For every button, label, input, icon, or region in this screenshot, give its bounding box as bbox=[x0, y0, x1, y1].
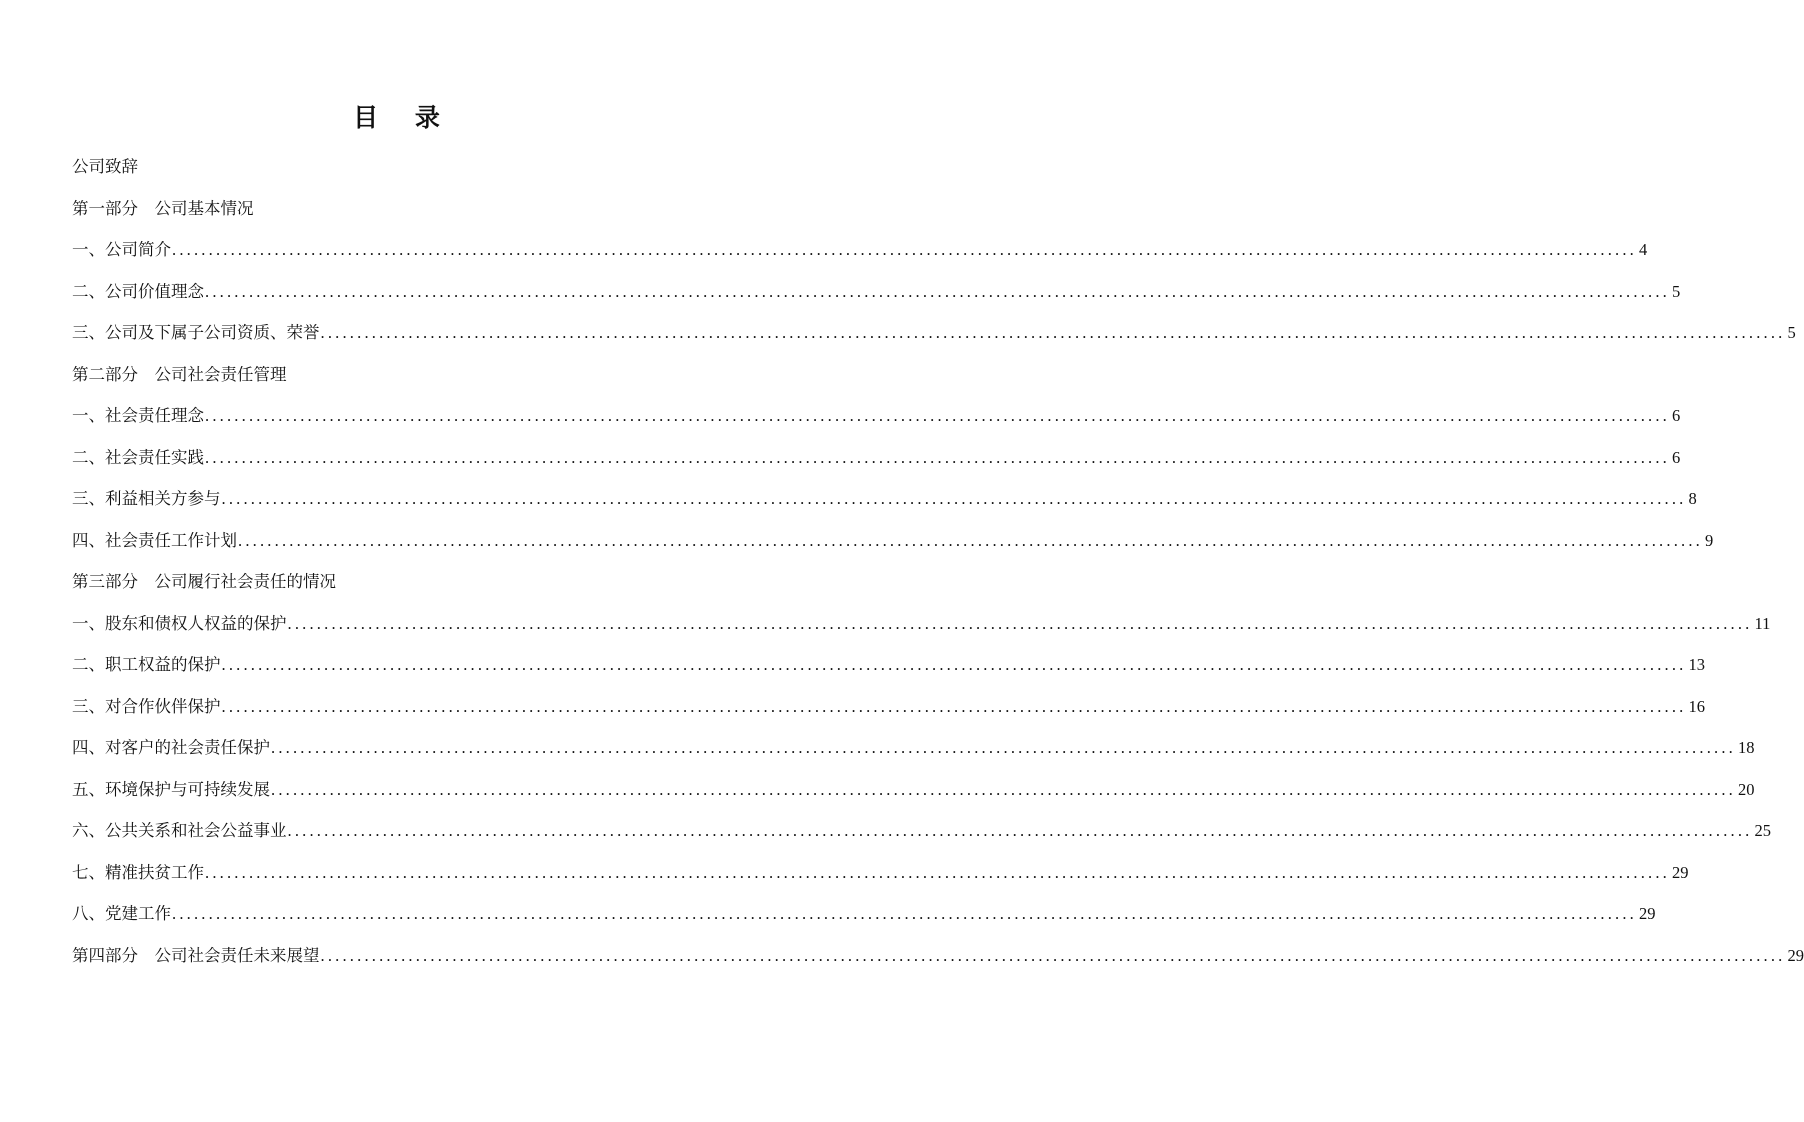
toc-entry bbox=[72, 561, 688, 603]
toc-entry-label: 八、党建工作 bbox=[72, 904, 171, 923]
toc-entry-page-number: 11 bbox=[1754, 613, 1771, 633]
toc-entry-label: 三、利益相关方参与 bbox=[72, 489, 221, 508]
toc-entry bbox=[72, 727, 1755, 769]
toc-leader-dots: ........................................................................................................................................................................................................ bbox=[238, 530, 1703, 550]
toc-entry-label: 四、社会责任工作计划 bbox=[72, 530, 237, 550]
toc-entry bbox=[72, 188, 688, 230]
toc-entry bbox=[72, 146, 688, 188]
toc-entry bbox=[72, 437, 1681, 479]
toc-entry bbox=[72, 395, 1681, 437]
toc-entry bbox=[72, 644, 1705, 686]
toc-entry-page-number: 16 bbox=[1688, 696, 1705, 716]
toc-entry bbox=[72, 312, 1796, 354]
toc-entry-page-number: 29 bbox=[1787, 945, 1804, 965]
toc-entry-page-number: 5 bbox=[1672, 281, 1681, 301]
toc-leader-dots: ........................................................................................................................................................................................................ bbox=[271, 779, 1736, 799]
toc-entry-label: 七、精准扶贫工作 bbox=[72, 862, 204, 882]
toc-entry-label: 二、职工权益的保护 bbox=[72, 655, 221, 674]
toc-entry bbox=[72, 478, 1697, 520]
toc-entry-label: 第二部分 公司社会责任管理 bbox=[72, 364, 287, 384]
toc-entry-label: 五、环境保护与可持续发展 bbox=[72, 779, 270, 799]
toc-entry bbox=[72, 810, 1771, 852]
table-of-contents bbox=[72, 146, 1804, 976]
toc-entry-page-number: 13 bbox=[1688, 655, 1705, 674]
toc-leader-dots: ........................................................................................................................................................................................................ bbox=[320, 323, 1786, 342]
toc-entry-label: 三、公司及下属子公司资质、荣誉 bbox=[72, 323, 320, 342]
toc-leader-dots: ........................................................................................................................................................................................................ bbox=[205, 862, 1670, 882]
toc-leader-dots: ........................................................................................................................................................................................................ bbox=[172, 904, 1637, 923]
toc-entry bbox=[72, 229, 1648, 271]
toc-entry-page-number: 25 bbox=[1754, 821, 1771, 840]
toc-entry bbox=[72, 520, 1714, 562]
toc-title: 目 录 bbox=[353, 103, 454, 132]
toc-entry-label: 三、对合作伙伴保护 bbox=[72, 696, 221, 716]
toc-entry-page-number: 6 bbox=[1672, 447, 1681, 467]
toc-entry bbox=[72, 935, 1804, 977]
toc-entry-label: 六、公共关系和社会公益事业 bbox=[72, 821, 287, 840]
toc-leader-dots: ........................................................................................................................................................................................................ bbox=[271, 738, 1736, 757]
toc-entry-page-number: 6 bbox=[1672, 406, 1681, 425]
toc-entry-label: 第三部分 公司履行社会责任的情况 bbox=[72, 572, 336, 591]
toc-leader-dots: ........................................................................................................................................................................................................ bbox=[205, 406, 1670, 425]
toc-entry-page-number: 18 bbox=[1738, 738, 1755, 757]
toc-entry bbox=[72, 603, 1771, 645]
toc-entry-label: 第一部分 公司基本情况 bbox=[72, 198, 254, 218]
toc-entry-label: 公司致辞 bbox=[72, 157, 138, 176]
toc-entry-label: 第四部分 公司社会责任未来展望 bbox=[72, 945, 320, 965]
toc-entry bbox=[72, 354, 688, 396]
toc-entry-label: 一、股东和债权人权益的保护 bbox=[72, 613, 287, 633]
toc-leader-dots: ........................................................................................................................................................................................................ bbox=[320, 945, 1786, 965]
toc-entry-page-number: 4 bbox=[1639, 240, 1648, 259]
toc-entry-label: 一、社会责任理念 bbox=[72, 406, 204, 425]
toc-entry-label: 一、公司简介 bbox=[72, 240, 171, 259]
toc-entry-page-number: 29 bbox=[1639, 904, 1656, 923]
toc-entry-page-number: 8 bbox=[1688, 489, 1697, 508]
toc-entry bbox=[72, 271, 1681, 313]
toc-leader-dots: ........................................................................................................................................................................................................ bbox=[205, 281, 1670, 301]
toc-leader-dots: ........................................................................................................................................................................................................ bbox=[221, 655, 1687, 674]
toc-entry bbox=[72, 852, 1689, 894]
toc-entry-label: 四、对客户的社会责任保护 bbox=[72, 738, 270, 757]
toc-entry-page-number: 29 bbox=[1672, 862, 1689, 882]
toc-leader-dots: ........................................................................................................................................................................................................ bbox=[205, 447, 1670, 467]
toc-entry-label: 二、社会责任实践 bbox=[72, 447, 204, 467]
toc-leader-dots: ........................................................................................................................................................................................................ bbox=[221, 696, 1687, 716]
toc-leader-dots: ........................................................................................................................................................................................................ bbox=[221, 489, 1687, 508]
toc-leader-dots: ........................................................................................................................................................................................................ bbox=[172, 240, 1637, 259]
toc-leader-dots: ........................................................................................................................................................................................................ bbox=[287, 613, 1753, 633]
toc-entry-label: 二、公司价值理念 bbox=[72, 281, 204, 301]
toc-entry-page-number: 5 bbox=[1787, 323, 1796, 342]
toc-leader-dots: ........................................................................................................................................................................................................ bbox=[287, 821, 1753, 840]
toc-entry-page-number: 20 bbox=[1738, 779, 1755, 799]
toc-entry bbox=[72, 893, 1656, 935]
toc-entry-page-number: 9 bbox=[1705, 530, 1714, 550]
toc-entry bbox=[72, 769, 1755, 811]
toc-entry bbox=[72, 686, 1705, 728]
